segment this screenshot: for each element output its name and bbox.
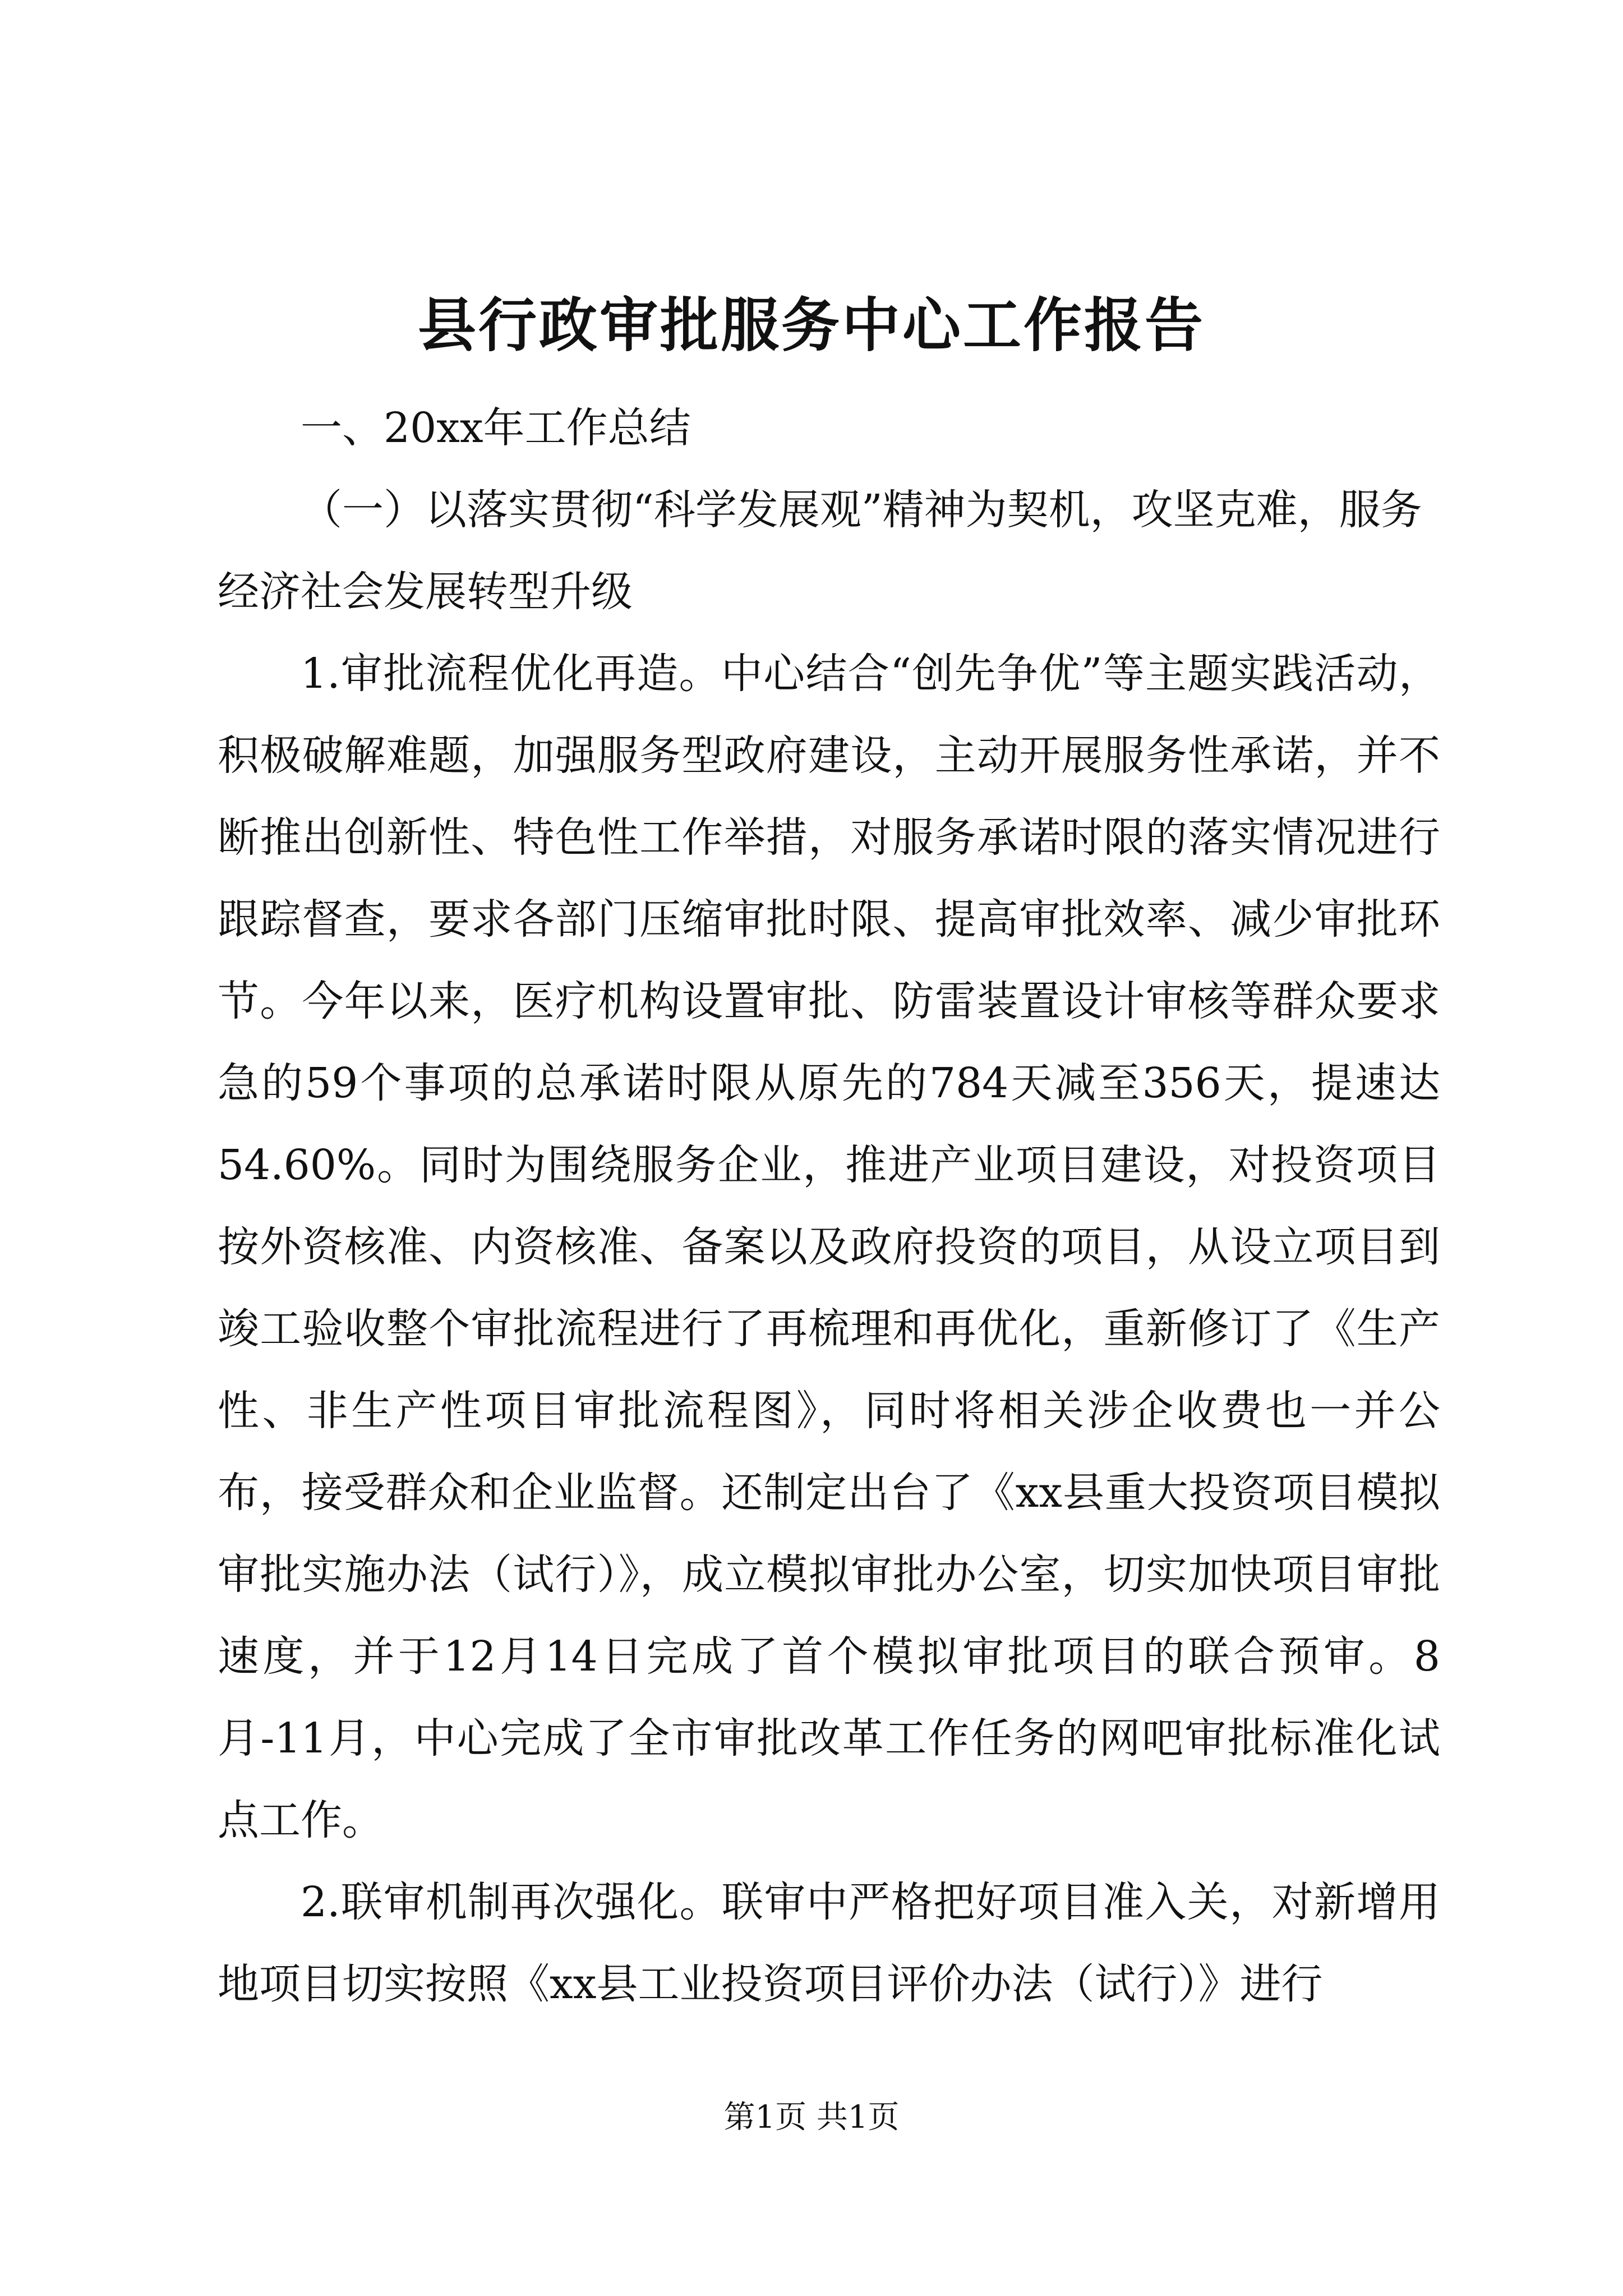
document-body — [218, 387, 1440, 2025]
subsection-heading: （一）以落实贯彻“科学发展观”精神为契机，攻坚克难，服务经济社会发展转型升级 — [218, 486, 1422, 616]
paragraph-approval-process: 1.审批流程优化再造。中心结合“创先争优”等主题实践活动，积极破解难题，加强服务型政府建设，主动开展服务性承诺，并不断推出创新性、特色性工作举措，对服务承诺时限的落实情况进行跟踪督查，要求各部门压缩审批时限、提高审批效率、减少审批环节。今年以来，医疗机构设置审批、防雷装置设计审核等群众要求急的59个事项的总承诺时限从原先的784天减至356天，提速达54.60%。同时为围绕服务企业，推进产业项目建设，对投资项目按外资核准、内资核准、备案以及政府投资的项目，从设立项目到竣工验收整个审批流程进行了再梳理和再优化，重新修订了《生产性、非生产性项目审批流程图》，同时将相关涉企收费也一并公布，接受群众和企业监督。还制定出台了《xx县重大投资项目模拟审批实施办法（试行）》，成立模拟审批办公室，切实加快项目审批速度，并于12月14日完成了首个模拟审批项目的联合预审。8月-11月，中心完成了全市审批改革工作任务的网吧审批标准化试点工作。 — [218, 650, 1440, 1844]
section-heading: 一、20xx年工作总结 — [301, 404, 691, 452]
document-title: 县行政审批服务中心工作报告 — [417, 291, 1205, 360]
paragraph-joint-review: 2.联审机制再次强化。联审中严格把好项目准入关，对新增用地项目切实按照《xx县工业投资项目评价办法（试行）》进行 — [218, 1878, 1440, 2008]
page-footer: 第1页 共1页 — [723, 2099, 900, 2136]
